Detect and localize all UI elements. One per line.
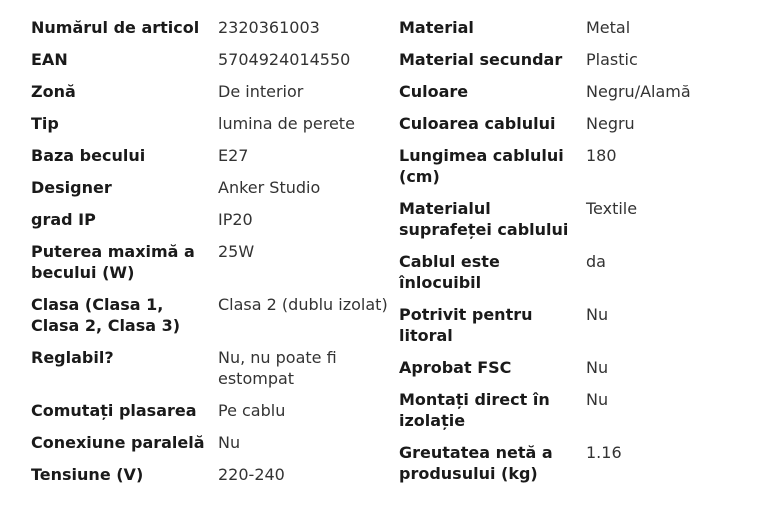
- spec-row: [399, 442, 774, 484]
- spec-value: lumina de perete: [218, 114, 355, 133]
- spec-label: Aprobat FSC: [399, 358, 512, 377]
- spec-row: [31, 113, 391, 134]
- spec-label: Comutați plasarea: [31, 401, 197, 420]
- spec-row: [31, 209, 391, 230]
- spec-label: Montați direct în izolație: [399, 390, 550, 430]
- spec-label: Baza becului: [31, 146, 146, 165]
- spec-row: [399, 357, 774, 378]
- spec-row: [31, 400, 391, 421]
- spec-label: Numărul de articol: [31, 18, 200, 37]
- spec-value: IP20: [218, 210, 253, 229]
- spec-row: [399, 198, 774, 240]
- spec-label: Culoare: [399, 82, 469, 101]
- spec-label: Lungimea cablului (cm): [399, 146, 564, 186]
- spec-label: Greutatea netă a produsului (kg): [399, 443, 553, 483]
- spec-row: [31, 241, 391, 283]
- spec-label: Material: [399, 18, 474, 37]
- spec-row: [399, 304, 774, 346]
- spec-value: Negru/Alamă: [586, 82, 691, 101]
- spec-value: Nu: [586, 305, 609, 324]
- spec-value: 5704924014550: [218, 50, 351, 69]
- spec-value: Nu: [586, 358, 609, 377]
- spec-label: Conexiune paralelă: [31, 433, 205, 452]
- spec-value: Plastic: [586, 50, 638, 69]
- spec-table-left: [31, 17, 391, 496]
- spec-table-right: [399, 17, 774, 495]
- spec-row: [31, 145, 391, 166]
- spec-label: Potrivit pentru litoral: [399, 305, 533, 345]
- spec-value: Negru: [586, 114, 635, 133]
- spec-row: [31, 49, 391, 70]
- spec-label: Materialul suprafeței cablului: [399, 199, 569, 239]
- spec-row: [31, 177, 391, 198]
- spec-value: De interior: [218, 82, 304, 101]
- spec-label: Puterea maximă a becului (W): [31, 242, 195, 282]
- spec-row: [399, 251, 774, 293]
- spec-value: 2320361003: [218, 18, 320, 37]
- spec-label: Zonă: [31, 82, 76, 101]
- spec-label: Tip: [31, 114, 59, 133]
- spec-value: Metal: [586, 18, 631, 37]
- spec-value: 180: [586, 146, 617, 165]
- spec-value: Nu: [586, 390, 609, 409]
- spec-value: Anker Studio: [218, 178, 321, 197]
- spec-label: EAN: [31, 50, 68, 69]
- spec-value: Nu: [218, 433, 241, 452]
- spec-label: Cablul este înlocuibil: [399, 252, 500, 292]
- spec-label: Material secundar: [399, 50, 563, 69]
- spec-value: Pe cablu: [218, 401, 286, 420]
- spec-value: da: [586, 252, 606, 271]
- spec-row: [399, 113, 774, 134]
- spec-label: Tensiune (V): [31, 465, 144, 484]
- spec-label: grad IP: [31, 210, 96, 229]
- spec-value: Clasa 2 (dublu izolat): [218, 295, 388, 314]
- spec-value: 220-240: [218, 465, 285, 484]
- spec-row: [399, 145, 774, 187]
- spec-row: [31, 17, 391, 38]
- spec-row: [399, 389, 774, 431]
- spec-label: Clasa (Clasa 1, Clasa 2, Clasa 3): [31, 295, 181, 335]
- spec-value: Textile: [586, 199, 638, 218]
- spec-label: Designer: [31, 178, 112, 197]
- spec-row: [399, 17, 774, 38]
- spec-label: Culoarea cablului: [399, 114, 556, 133]
- spec-label: Reglabil?: [31, 348, 114, 367]
- spec-row: [31, 464, 391, 485]
- spec-value: 25W: [218, 242, 255, 261]
- spec-row: [399, 49, 774, 70]
- spec-value: E27: [218, 146, 249, 165]
- spec-row: [31, 432, 391, 453]
- spec-row: [31, 81, 391, 102]
- spec-row: [399, 81, 774, 102]
- spec-value: 1.16: [586, 443, 622, 462]
- spec-value: Nu, nu poate fi estompat: [218, 348, 337, 388]
- spec-row: [31, 347, 391, 389]
- spec-row: [31, 294, 391, 336]
